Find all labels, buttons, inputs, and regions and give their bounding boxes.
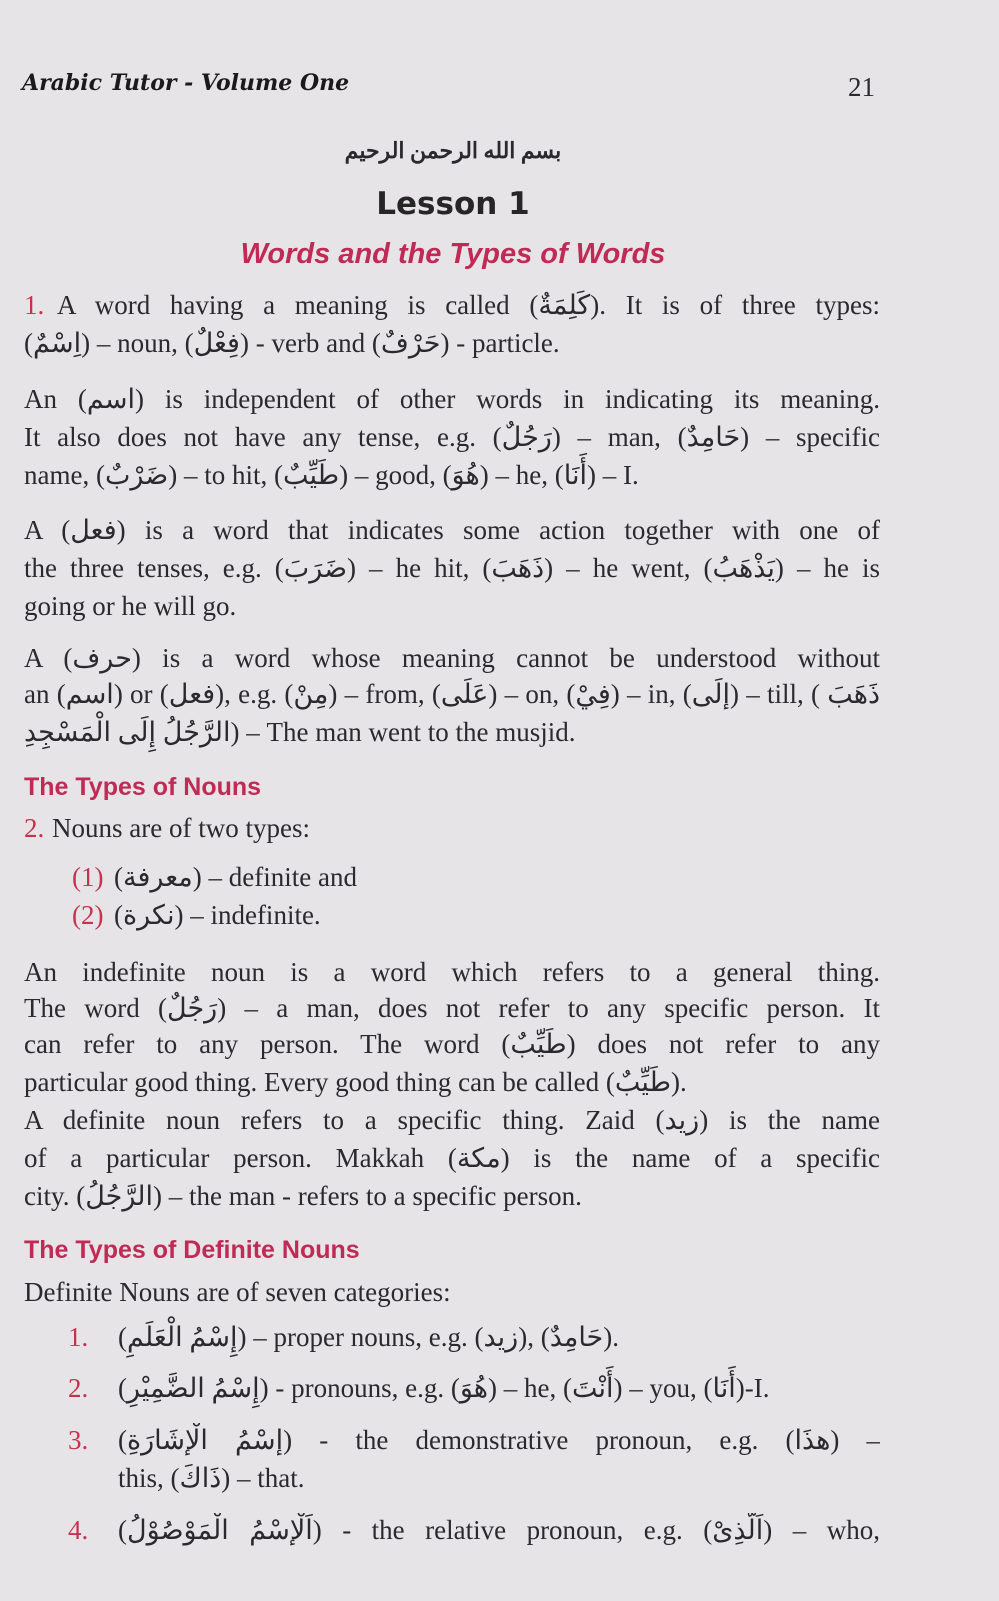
item-number: 1. [68,1322,89,1352]
item-number: (1) [72,862,104,892]
paragraph-line: can refer to any person. The word (طَيِّبٌ) does not refer to any [24,1029,880,1059]
paragraph-line: An indefinite noun is a word which refers to a general thing. [24,957,880,987]
paragraph-line: (اِسْمٌ) – noun, (فِعْلٌ) - verb and (حَرْفٌ) - particle. [24,328,560,358]
list-item-continued: this, (ذَاكَ) – that. [118,1463,305,1493]
running-title: Arabic Tutor - Volume One [22,70,350,96]
item-number: 2. [68,1373,89,1403]
bismillah: بسم الله الرحمن الرحيم [344,138,562,163]
paragraph-line: name, (ضَرْبٌ) – to hit, (طَيِّبٌ) – good, (هُوَ) – he, (أَنَا) – I. [24,460,639,490]
paragraph-line: Definite Nouns are of seven categories: [24,1277,451,1307]
paragraph-line: going or he will go. [24,591,237,621]
list-item: (نكرة) – indefinite. [114,900,321,930]
list-item: (إِسْمُ الْعَلَمِ) – proper nouns, e.g. (زيد), (حَامِدٌ). [118,1322,619,1352]
paragraph-line: A (حرف) is a word whose meaning cannot be understood without [24,643,880,673]
paragraph-line: city. (الرَّجُلُ) – the man - refers to a specific person. [24,1181,582,1211]
paragraph-line: The word (رَجُلٌ) – a man, does not refer to any specific person. It [24,993,880,1023]
lesson-title: Lesson 1 [376,186,530,222]
page-number: 21 [848,72,875,102]
paragraph-line: A word having a meaning is called (كَلِمَةٌ). It is of three types: [57,290,880,320]
section-number-1: 1. [24,290,45,320]
list-item: (اَلْإِسْمُ الْمَوْصُوْلُ) - the relative pronoun, e.g. (اَلَّذِىْ) – who, [118,1515,880,1545]
paragraph-line: الرَّجُلُ إِلَى الْمَسْجِدِ) – The man went to the musjid. [24,717,576,747]
paragraph-line: Nouns are of two types: [52,813,310,843]
item-number: 3. [68,1425,89,1455]
lesson-subtitle: Words and the Types of Words [240,238,666,270]
section-heading-definite-nouns: The Types of Definite Nouns [24,1236,360,1264]
section-number-2: 2. [24,813,45,843]
paragraph-line: It also does not have any tense, e.g. (رَجُلٌ) – man, (حَامِدٌ) – specific [24,422,880,452]
list-item: (إِسْمُ الضَّمِيْرِ) - pronouns, e.g. (هُوَ) – he, (أَنْتَ) – you, (أَنَا)-I. [118,1373,770,1403]
item-number: 4. [68,1515,89,1545]
list-item: (إِسْمُ الْإِشَارَةِ) - the demonstrative pronoun, e.g. (هذَا) – [118,1425,880,1455]
list-item: (معرفة) – definite and [114,862,357,892]
item-number: (2) [72,900,104,930]
paragraph-line: an (اسم) or (فعل), e.g. (مِنْ) – from, (عَلَى) – on, (فِيْ) – in, (إِلَى) – till, ( ذَهَبَ [24,679,880,709]
paragraph-line: A (فعل) is a word that indicates some action together with one of [24,515,880,545]
paragraph-line: particular good thing. Every good thing can be called (طَيِّبٌ). [24,1067,687,1097]
paragraph-line: An (اسم) is independent of other words in indicating its meaning. [24,384,880,414]
paragraph-line: of a particular person. Makkah (مكة) is the name of a specific [24,1143,880,1173]
paragraph-line: the three tenses, e.g. (ضَرَبَ) – he hit, (ذَهَبَ) – he went, (يَذْهَبُ) – he is [24,553,880,583]
section-heading-types-of-nouns: The Types of Nouns [24,773,262,801]
paragraph-line: A definite noun refers to a specific thing. Zaid (زيد) is the name [24,1105,880,1135]
